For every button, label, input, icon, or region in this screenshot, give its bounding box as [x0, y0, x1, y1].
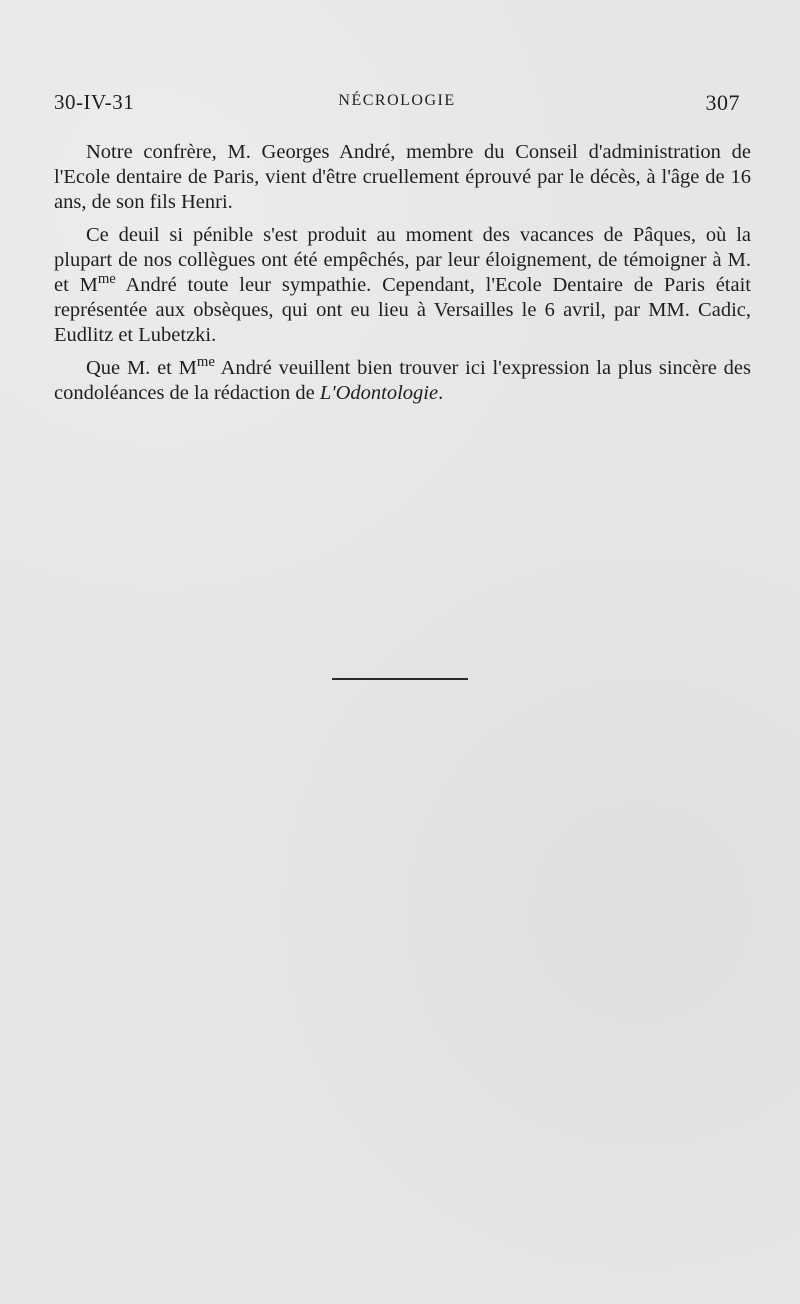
- section-title: NÉCROLOGIE: [338, 92, 456, 109]
- paragraph-3-text-middle: André veuillent bien trouver ici l'expression la plus sincère des condoléances de la rédaction de: [54, 357, 751, 404]
- header-date: 30-IV-31: [54, 90, 135, 114]
- paragraph-3-text-start: Que M. et M: [86, 357, 197, 379]
- paragraph-1-text: Notre confrère, M. Georges André, membre du Conseil d'administration de l'Ecole dentaire de Paris, vient d'être cruellement éprouvé par le décès, à l'âge de 16 ans, de son fils Henri.: [54, 141, 751, 213]
- obituary-body: [54, 140, 751, 406]
- section-divider: [332, 678, 468, 680]
- paragraph-2-text-end: André toute leur sympathie. Cependant, l'Ecole Dentaire de Paris était représentée aux obsèques, qui ont eu lieu à Versailles le 6 avril, par MM. Cadic, Eudlitz et Lubetzki.: [54, 274, 751, 346]
- paragraph-2-text-start: Ce deuil si pénible s'est produit au moment des vacances de Pâques, où la plupart de nos collègues ont été empêchés, par leur éloignement, de témoigner à M. et M: [54, 224, 751, 296]
- paragraph-2-mme-superscript: me: [97, 271, 116, 288]
- paragraph-3-mme-superscript: me: [196, 354, 215, 371]
- running-header: [54, 90, 740, 120]
- journal-title: L'Odontologie: [319, 382, 439, 404]
- page-number: 307: [705, 90, 740, 115]
- paragraph-3-end: .: [438, 382, 444, 404]
- paragraph-3: [54, 356, 751, 406]
- paragraph-2: [54, 223, 751, 348]
- paragraph-1: [54, 140, 751, 215]
